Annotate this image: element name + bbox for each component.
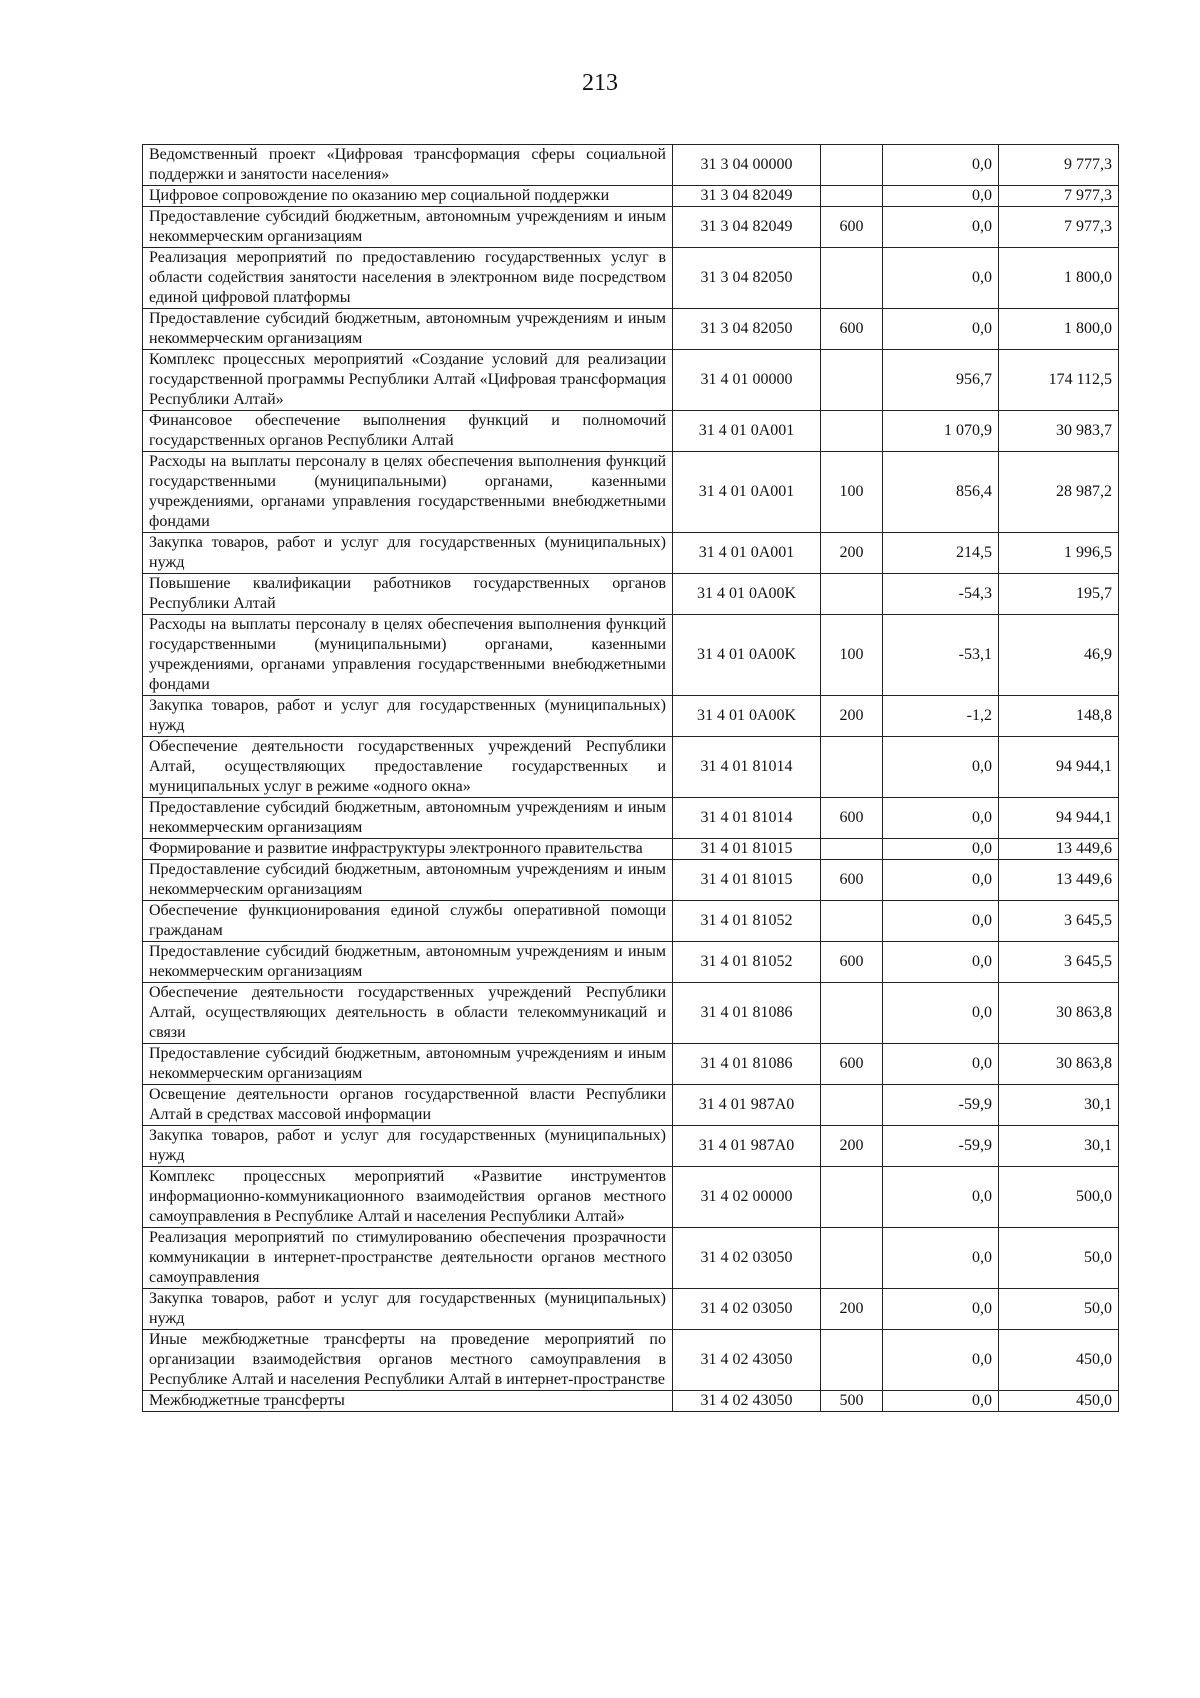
total-amount-cell: 30,1: [999, 1085, 1119, 1126]
total-amount-cell: 1 800,0: [999, 248, 1119, 309]
row-name-cell: Цифровое сопровождение по оказанию мер социальной поддержки: [143, 186, 673, 207]
change-amount-cell: 0,0: [883, 186, 999, 207]
total-amount-cell: 7 977,3: [999, 186, 1119, 207]
row-name-cell: Закупка товаров, работ и услуг для государственных (муниципальных) нужд: [143, 1126, 673, 1167]
total-amount-cell: 450,0: [999, 1391, 1119, 1412]
table-row: [143, 248, 1119, 309]
expense-type-cell: 100: [821, 452, 883, 533]
target-code-cell: 31 4 01 81014: [673, 798, 821, 839]
table-row: [143, 186, 1119, 207]
budget-table-body: [143, 145, 1119, 1412]
expense-type-cell: [821, 983, 883, 1044]
expense-type-cell: [821, 411, 883, 452]
table-row: [143, 798, 1119, 839]
total-amount-cell: 3 645,5: [999, 942, 1119, 983]
total-amount-cell: 46,9: [999, 615, 1119, 696]
change-amount-cell: 0,0: [883, 839, 999, 860]
change-amount-cell: 0,0: [883, 1167, 999, 1228]
table-row: [143, 615, 1119, 696]
change-amount-cell: 0,0: [883, 983, 999, 1044]
change-amount-cell: 1 070,9: [883, 411, 999, 452]
total-amount-cell: 1 800,0: [999, 309, 1119, 350]
table-row: [143, 1126, 1119, 1167]
expense-type-cell: [821, 145, 883, 186]
table-row: [143, 1391, 1119, 1412]
row-name-cell: Расходы на выплаты персоналу в целях обеспечения выполнения функций государственными (муниципальными) органами, казенными учреждениями, органами управления государственными внебюджетными фондами: [143, 452, 673, 533]
target-code-cell: 31 4 01 81052: [673, 942, 821, 983]
row-name-cell: Финансовое обеспечение выполнения функций и полномочий государственных органов Республики Алтай: [143, 411, 673, 452]
row-name-cell: Закупка товаров, работ и услуг для государственных (муниципальных) нужд: [143, 533, 673, 574]
expense-type-cell: 500: [821, 1391, 883, 1412]
target-code-cell: 31 4 02 43050: [673, 1330, 821, 1391]
total-amount-cell: 148,8: [999, 696, 1119, 737]
row-name-cell: Реализация мероприятий по предоставлению государственных услуг в области содействия занятости населения в электронном виде посредством единой цифровой платформы: [143, 248, 673, 309]
change-amount-cell: -53,1: [883, 615, 999, 696]
row-name-cell: Освещение деятельности органов государственной власти Республики Алтай в средствах массовой информации: [143, 1085, 673, 1126]
change-amount-cell: 0,0: [883, 1228, 999, 1289]
change-amount-cell: 0,0: [883, 1330, 999, 1391]
table-row: [143, 983, 1119, 1044]
row-name-cell: Предоставление субсидий бюджетным, автономным учреждениям и иным некоммерческим организациям: [143, 798, 673, 839]
expense-type-cell: [821, 248, 883, 309]
table-row: [143, 1085, 1119, 1126]
target-code-cell: 31 4 01 0A001: [673, 411, 821, 452]
expense-type-cell: [821, 1330, 883, 1391]
row-name-cell: Реализация мероприятий по стимулированию обеспечения прозрачности коммуникации в интернет-пространстве деятельности органов местного самоуправления: [143, 1228, 673, 1289]
change-amount-cell: 856,4: [883, 452, 999, 533]
change-amount-cell: -59,9: [883, 1126, 999, 1167]
target-code-cell: 31 4 01 0A00K: [673, 615, 821, 696]
row-name-cell: Расходы на выплаты персоналу в целях обеспечения выполнения функций государственными (муниципальными) органами, казенными учреждениями, органами управления государственными внебюджетными фондами: [143, 615, 673, 696]
target-code-cell: 31 4 01 81014: [673, 737, 821, 798]
change-amount-cell: 0,0: [883, 207, 999, 248]
change-amount-cell: 0,0: [883, 737, 999, 798]
table-row: [143, 207, 1119, 248]
expense-type-cell: [821, 1167, 883, 1228]
total-amount-cell: 174 112,5: [999, 350, 1119, 411]
table-row: [143, 350, 1119, 411]
target-code-cell: 31 4 01 81086: [673, 1044, 821, 1085]
total-amount-cell: 1 996,5: [999, 533, 1119, 574]
row-name-cell: Комплекс процессных мероприятий «Развитие инструментов информационно-коммуникационного взаимодействия органов местного самоуправления в Республике Алтай и населения Республики Алтай»: [143, 1167, 673, 1228]
total-amount-cell: 195,7: [999, 574, 1119, 615]
expense-type-cell: 600: [821, 798, 883, 839]
table-row: [143, 860, 1119, 901]
row-name-cell: Комплекс процессных мероприятий «Создание условий для реализации государственной программы Республики Алтай «Цифровая трансформация Республики Алтай»: [143, 350, 673, 411]
change-amount-cell: 0,0: [883, 1289, 999, 1330]
expense-type-cell: 600: [821, 1044, 883, 1085]
target-code-cell: 31 3 04 82049: [673, 207, 821, 248]
expense-type-cell: [821, 574, 883, 615]
target-code-cell: 31 4 02 43050: [673, 1391, 821, 1412]
table-row: [143, 1228, 1119, 1289]
row-name-cell: Предоставление субсидий бюджетным, автономным учреждениям и иным некоммерческим организациям: [143, 1044, 673, 1085]
change-amount-cell: 0,0: [883, 248, 999, 309]
budget-table: [142, 144, 1119, 1412]
table-row: [143, 145, 1119, 186]
change-amount-cell: 214,5: [883, 533, 999, 574]
expense-type-cell: [821, 1085, 883, 1126]
change-amount-cell: 0,0: [883, 145, 999, 186]
table-row: [143, 1330, 1119, 1391]
row-name-cell: Обеспечение деятельности государственных учреждений Республики Алтай, осуществляющих деятельность в области телекоммуникаций и связи: [143, 983, 673, 1044]
page-number: 213: [582, 70, 618, 96]
expense-type-cell: 200: [821, 1289, 883, 1330]
target-code-cell: 31 4 01 0A001: [673, 452, 821, 533]
total-amount-cell: 30 863,8: [999, 983, 1119, 1044]
expense-type-cell: [821, 1228, 883, 1289]
change-amount-cell: 0,0: [883, 942, 999, 983]
table-row: [143, 533, 1119, 574]
expense-type-cell: 600: [821, 942, 883, 983]
change-amount-cell: 956,7: [883, 350, 999, 411]
change-amount-cell: 0,0: [883, 309, 999, 350]
expense-type-cell: 600: [821, 309, 883, 350]
expense-type-cell: 200: [821, 533, 883, 574]
total-amount-cell: 94 944,1: [999, 798, 1119, 839]
table-row: [143, 901, 1119, 942]
target-code-cell: 31 3 04 82050: [673, 248, 821, 309]
row-name-cell: Обеспечение функционирования единой службы оперативной помощи гражданам: [143, 901, 673, 942]
total-amount-cell: 13 449,6: [999, 839, 1119, 860]
target-code-cell: 31 4 01 81052: [673, 901, 821, 942]
target-code-cell: 31 4 02 03050: [673, 1228, 821, 1289]
row-name-cell: Межбюджетные трансферты: [143, 1391, 673, 1412]
table-row: [143, 574, 1119, 615]
change-amount-cell: 0,0: [883, 1391, 999, 1412]
row-name-cell: Предоставление субсидий бюджетным, автономным учреждениям и иным некоммерческим организациям: [143, 860, 673, 901]
change-amount-cell: -1,2: [883, 696, 999, 737]
target-code-cell: 31 4 01 0A00K: [673, 574, 821, 615]
target-code-cell: 31 4 01 81015: [673, 839, 821, 860]
table-row: [143, 411, 1119, 452]
total-amount-cell: 450,0: [999, 1330, 1119, 1391]
target-code-cell: 31 4 01 81086: [673, 983, 821, 1044]
total-amount-cell: 94 944,1: [999, 737, 1119, 798]
total-amount-cell: 9 777,3: [999, 145, 1119, 186]
expense-type-cell: 200: [821, 1126, 883, 1167]
row-name-cell: Повышение квалификации работников государственных органов Республики Алтай: [143, 574, 673, 615]
target-code-cell: 31 4 02 00000: [673, 1167, 821, 1228]
expense-type-cell: [821, 350, 883, 411]
total-amount-cell: 50,0: [999, 1289, 1119, 1330]
row-name-cell: Предоставление субсидий бюджетным, автономным учреждениям и иным некоммерческим организациям: [143, 942, 673, 983]
change-amount-cell: -54,3: [883, 574, 999, 615]
expense-type-cell: 200: [821, 696, 883, 737]
row-name-cell: Формирование и развитие инфраструктуры электронного правительства: [143, 839, 673, 860]
expense-type-cell: [821, 901, 883, 942]
row-name-cell: Обеспечение деятельности государственных учреждений Республики Алтай, осуществляющих предоставление государственных и муниципальных услуг в режиме «одного окна»: [143, 737, 673, 798]
target-code-cell: 31 4 01 0A001: [673, 533, 821, 574]
row-name-cell: Иные межбюджетные трансферты на проведение мероприятий по организации взаимодействия органов местного самоуправления в Республике Алтай и населения Республики Алтай в интернет-пространстве: [143, 1330, 673, 1391]
table-row: [143, 942, 1119, 983]
table-row: [143, 452, 1119, 533]
change-amount-cell: 0,0: [883, 1044, 999, 1085]
table-row: [143, 1044, 1119, 1085]
expense-type-cell: 600: [821, 207, 883, 248]
row-name-cell: Закупка товаров, работ и услуг для государственных (муниципальных) нужд: [143, 1289, 673, 1330]
change-amount-cell: 0,0: [883, 860, 999, 901]
table-row: [143, 1167, 1119, 1228]
expense-type-cell: [821, 737, 883, 798]
total-amount-cell: 50,0: [999, 1228, 1119, 1289]
target-code-cell: 31 4 01 987A0: [673, 1126, 821, 1167]
change-amount-cell: 0,0: [883, 901, 999, 942]
target-code-cell: 31 4 01 00000: [673, 350, 821, 411]
total-amount-cell: 30 863,8: [999, 1044, 1119, 1085]
total-amount-cell: 500,0: [999, 1167, 1119, 1228]
row-name-cell: Закупка товаров, работ и услуг для государственных (муниципальных) нужд: [143, 696, 673, 737]
expense-type-cell: 100: [821, 615, 883, 696]
total-amount-cell: 30,1: [999, 1126, 1119, 1167]
target-code-cell: 31 3 04 82050: [673, 309, 821, 350]
table-row: [143, 696, 1119, 737]
table-row: [143, 1289, 1119, 1330]
total-amount-cell: 7 977,3: [999, 207, 1119, 248]
row-name-cell: Ведомственный проект «Цифровая трансформация сферы социальной поддержки и занятости населения»: [143, 145, 673, 186]
total-amount-cell: 30 983,7: [999, 411, 1119, 452]
total-amount-cell: 3 645,5: [999, 901, 1119, 942]
target-code-cell: 31 3 04 82049: [673, 186, 821, 207]
target-code-cell: 31 3 04 00000: [673, 145, 821, 186]
row-name-cell: Предоставление субсидий бюджетным, автономным учреждениям и иным некоммерческим организациям: [143, 207, 673, 248]
row-name-cell: Предоставление субсидий бюджетным, автономным учреждениям и иным некоммерческим организациям: [143, 309, 673, 350]
expense-type-cell: [821, 839, 883, 860]
target-code-cell: 31 4 02 03050: [673, 1289, 821, 1330]
target-code-cell: 31 4 01 0A00K: [673, 696, 821, 737]
expense-type-cell: 600: [821, 860, 883, 901]
total-amount-cell: 28 987,2: [999, 452, 1119, 533]
change-amount-cell: 0,0: [883, 798, 999, 839]
expense-type-cell: [821, 186, 883, 207]
target-code-cell: 31 4 01 987A0: [673, 1085, 821, 1126]
change-amount-cell: -59,9: [883, 1085, 999, 1126]
table-row: [143, 737, 1119, 798]
total-amount-cell: 13 449,6: [999, 860, 1119, 901]
table-row: [143, 309, 1119, 350]
table-row: [143, 839, 1119, 860]
target-code-cell: 31 4 01 81015: [673, 860, 821, 901]
